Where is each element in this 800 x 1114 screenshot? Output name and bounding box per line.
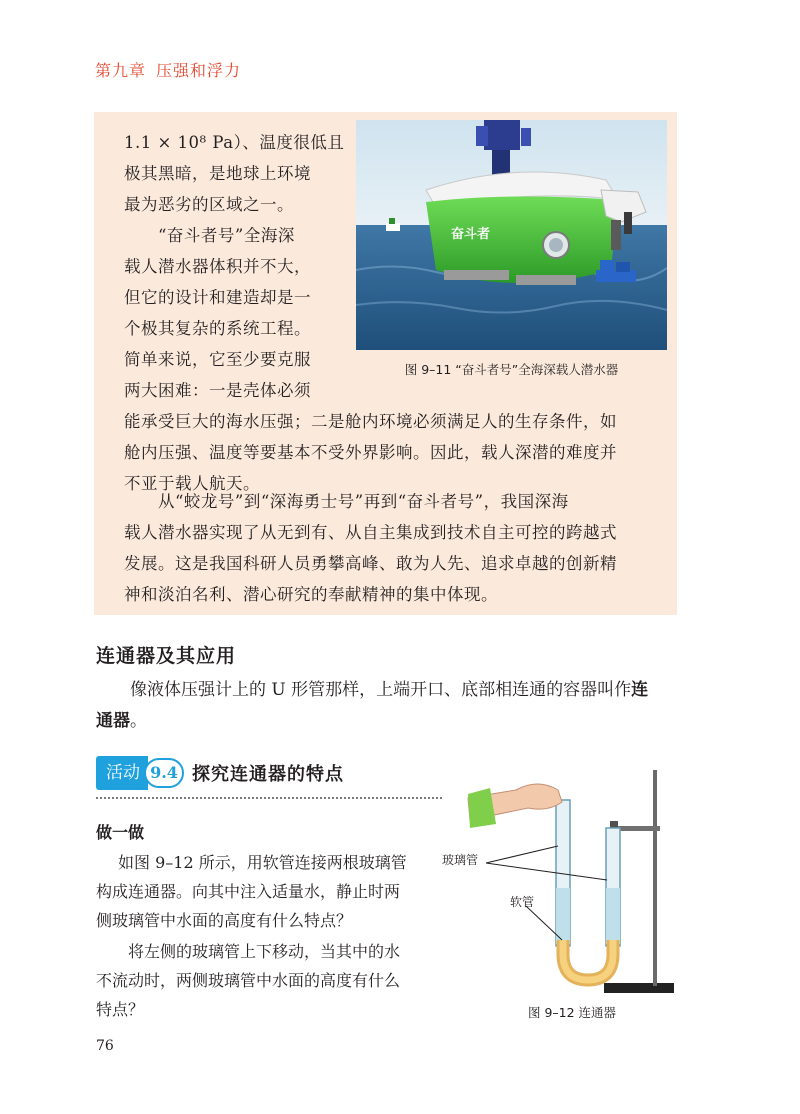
text-line: 能承受巨大的海水压强；二是舱内环境必须满足人的生存条件，如 xyxy=(124,412,617,431)
text-line: 不亚于载人航天。 xyxy=(124,474,260,493)
chapter-number: 第九章 xyxy=(95,61,147,80)
reading-paragraph-3 xyxy=(124,486,617,610)
activity-paragraph-1 xyxy=(96,848,448,935)
chapter-header xyxy=(95,58,241,81)
text-line: 极其黑暗，是地球上环境 xyxy=(124,164,311,183)
text-line: 如图 9–12 所示，用软管连接两根玻璃管 xyxy=(118,853,407,872)
text-line: 个极其复杂的系统工程。 xyxy=(124,319,311,338)
text-line: “奋斗者号”全海深 xyxy=(158,226,295,245)
text-line: 侧玻璃管中水面的高度有什么特点？ xyxy=(96,911,353,930)
intro-end: 。 xyxy=(130,711,147,731)
text-line: 但它的设计和建造却是一 xyxy=(124,288,311,307)
stand-clamp xyxy=(616,826,660,831)
text-line: 将左侧的玻璃管上下移动，当其中的水 xyxy=(128,942,401,961)
text-line: 载人潜水器体积并不大， xyxy=(124,257,311,276)
connected-vessel-figure xyxy=(442,768,678,996)
text-line: 发展。这是我国科研人员勇攀高峰、敢为人先、追求卓越的创新精 xyxy=(124,554,617,573)
text-line: 最为恶劣的区域之一。 xyxy=(124,195,294,214)
text-line: 特点？ xyxy=(96,1000,145,1019)
label-hose: 软管 xyxy=(510,895,535,909)
activity-divider xyxy=(96,797,442,799)
activity-number: 9.4 xyxy=(144,758,184,788)
term-connector-cont: 通器 xyxy=(96,711,130,731)
intro-text: 像液体压强计上的 U 形管那样，上端开口、底部相连通的容器叫作 xyxy=(130,680,632,700)
label-line-tube-left xyxy=(486,846,558,863)
connected-vessel-illustration xyxy=(466,768,678,996)
text-line: 1.1 × 10⁸ Pa）、温度很低且 xyxy=(124,133,345,152)
submersible-photo xyxy=(356,120,667,350)
chapter-title: 压强和浮力 xyxy=(156,61,242,80)
text-line: 简单来说，它至少要克服 xyxy=(124,350,311,369)
text-line: 两大困难：一是壳体必须 xyxy=(124,381,311,400)
label-glass-tube: 玻璃管 xyxy=(442,853,479,867)
activity-paragraph-2 xyxy=(96,937,448,1024)
section-intro xyxy=(96,675,686,737)
term-connector: 连 xyxy=(631,680,649,700)
text-line: 神和淡泊名利、潜心研究的奉献精神的集中体现。 xyxy=(124,585,498,604)
submersible-name: 奋斗者 xyxy=(451,227,491,242)
text-line: 舱内压强、温度等要基本不受外界影响。因此，载人深潜的难度并 xyxy=(124,443,617,462)
activity-title: 探究连通器的特点 xyxy=(192,764,344,785)
text-line: 不流动时，两侧玻璃管中水面的高度有什么 xyxy=(96,971,401,990)
text-line: 从“蛟龙号”到“深海勇士号”再到“奋斗者号”，我国深海 xyxy=(158,492,569,511)
reading-paragraph-1 xyxy=(124,127,344,220)
figure-caption: 图 9–12 连通器 xyxy=(527,1005,617,1020)
section-title: 连通器及其应用 xyxy=(96,645,237,667)
activity-header xyxy=(96,754,344,792)
activity-subtitle: 做一做 xyxy=(96,823,145,842)
text-line: 载人潜水器实现了从无到有、从自主集成到技术自主可控的跨越式 xyxy=(124,523,617,542)
page-number: 76 xyxy=(96,1038,114,1054)
activity-tag: 活动 xyxy=(96,756,148,790)
submersible-illustration xyxy=(356,120,667,350)
photo-caption: 图 9–11 “奋斗者号”全海深载人潜水器 xyxy=(404,362,619,377)
stand-rod xyxy=(653,770,657,986)
label-line-tube-right xyxy=(486,863,607,880)
intro-line xyxy=(96,675,686,706)
intro-line xyxy=(96,706,686,737)
stand-base xyxy=(604,983,674,993)
text-line: 构成连通器。向其中注入适量水，静止时两 xyxy=(96,882,401,901)
